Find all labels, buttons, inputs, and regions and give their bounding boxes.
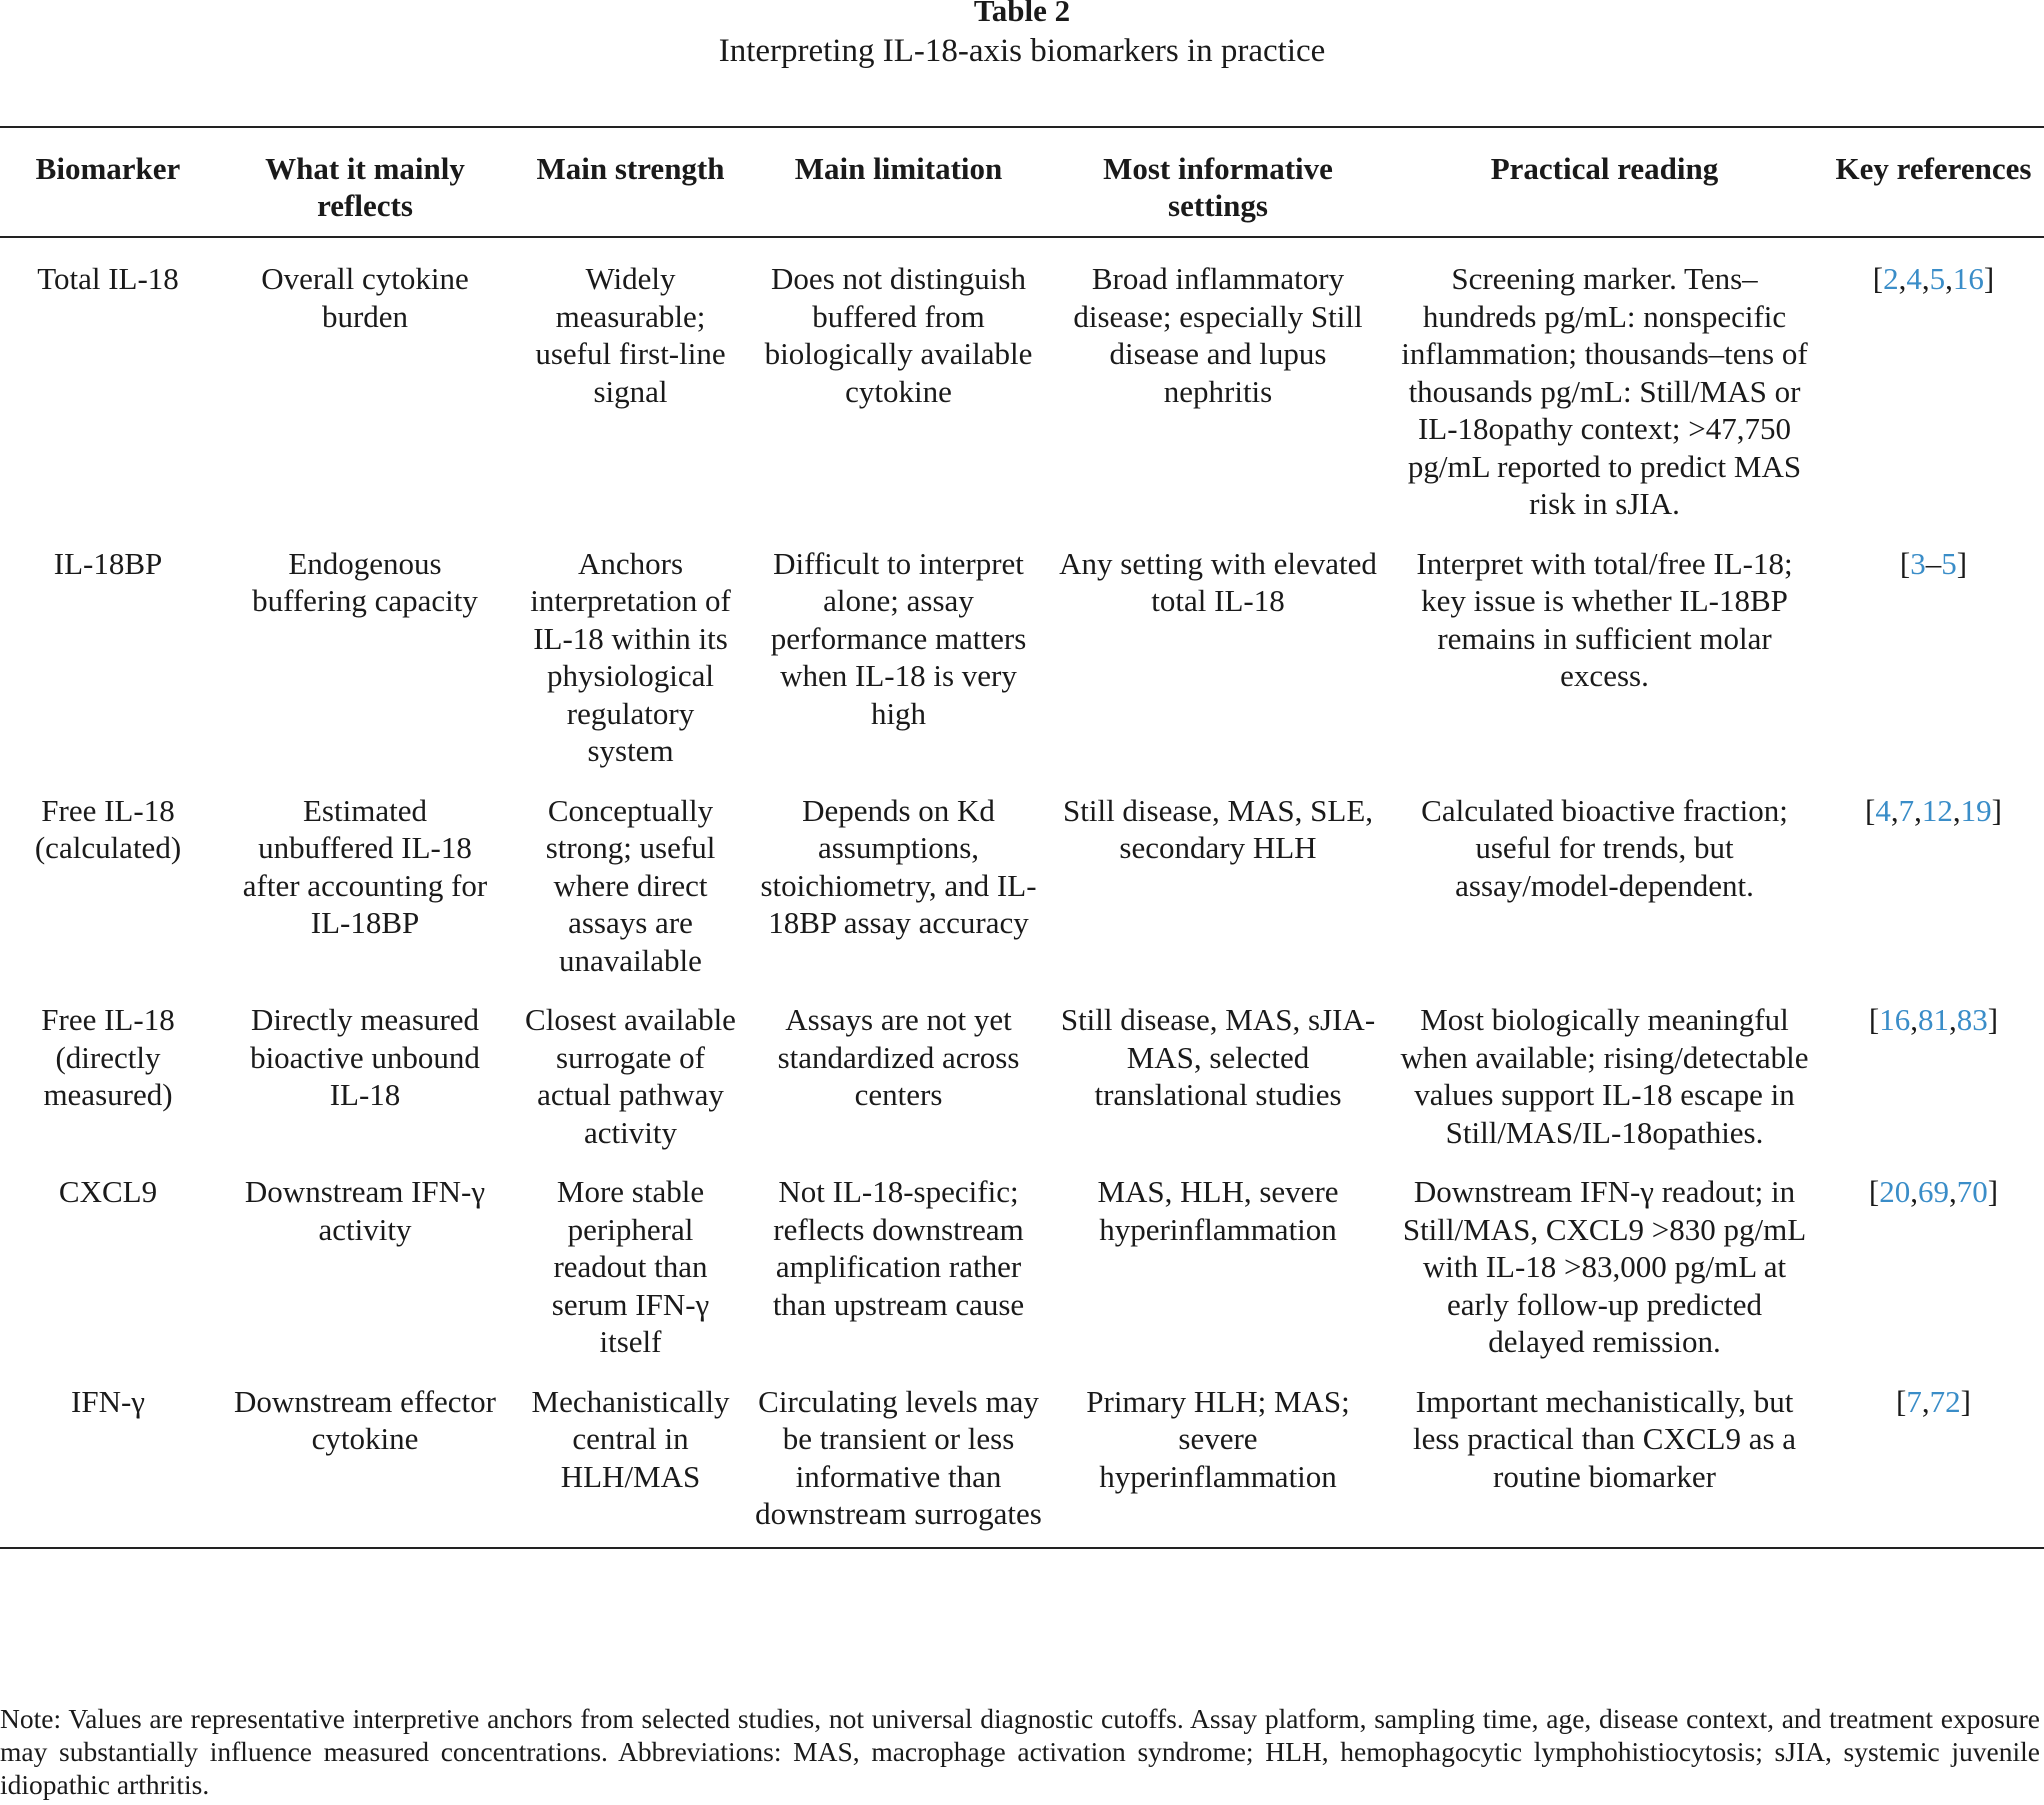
cell-limitation: Not IL-18-specific; reflects downstream amplification rather than upstream cause bbox=[772, 1174, 1025, 1322]
reference-link[interactable]: 19 bbox=[1960, 792, 1992, 828]
cell-strength: Closest available surrogate of actual pathway activity bbox=[525, 1002, 736, 1150]
reference-link[interactable]: 12 bbox=[1921, 792, 1953, 828]
cell-settings: Any setting with elevated total IL-18 bbox=[1059, 545, 1377, 618]
cell-references: [3–5] bbox=[1899, 545, 1968, 581]
cell-limitation: Does not distinguish buffered from biologically available cytokine bbox=[764, 261, 1033, 409]
reference-separator: – bbox=[1925, 545, 1942, 581]
cell-strength: More stable peripheral readout than serum IFN-γ itself bbox=[551, 1174, 710, 1359]
col-header-settings: Most informative settings bbox=[1103, 151, 1333, 223]
cell-references: [7,72] bbox=[1896, 1383, 1971, 1419]
col-header-limitation: Main limitation bbox=[794, 151, 1003, 186]
reference-separator: , bbox=[1910, 1174, 1918, 1209]
reference-link[interactable]: 81 bbox=[1918, 1002, 1949, 1037]
reference-separator: , bbox=[1910, 1002, 1918, 1037]
cell-limitation: Circulating levels may be transient or less informative than downstream surrogates bbox=[755, 1383, 1042, 1531]
cell-biomarker: IFN-γ bbox=[71, 1383, 145, 1419]
reference-link[interactable]: 4 bbox=[1875, 792, 1891, 828]
reference-link[interactable]: 4 bbox=[1906, 261, 1922, 296]
cell-strength: Anchors interpretation of IL-18 within its physiological regulatory system bbox=[530, 545, 731, 768]
cell-settings: Still disease, MAS, sJIA-MAS, selected translational studies bbox=[1060, 1002, 1376, 1112]
cell-reflects: Downstream IFN-γ activity bbox=[244, 1174, 486, 1247]
cell-biomarker: IL-18BP bbox=[53, 545, 163, 581]
table-row bbox=[0, 772, 2044, 982]
reference-link[interactable]: 70 bbox=[1956, 1174, 1988, 1209]
table-title: Interpreting IL-18-axis biomarkers in practice bbox=[718, 33, 1326, 69]
cell-reflects: Directly measured bioactive unbound IL-18 bbox=[250, 1002, 480, 1112]
cell-limitation: Difficult to interpret alone; assay performance matters when IL-18 is very high bbox=[770, 545, 1027, 731]
reference-link[interactable]: 83 bbox=[1956, 1002, 1988, 1037]
reference-separator: , bbox=[1921, 261, 1930, 296]
cell-reflects: Downstream effector cytokine bbox=[234, 1383, 496, 1456]
reference-separator: , bbox=[1949, 1002, 1957, 1037]
cell-settings: Broad inflammatory disease; especially Still disease and lupus nephritis bbox=[1073, 261, 1363, 409]
table-row bbox=[0, 981, 2044, 1153]
col-header-reflects: What it mainly reflects bbox=[265, 151, 465, 223]
cell-strength: Mechanistically central in HLH/MAS bbox=[531, 1383, 730, 1494]
reference-link[interactable]: 2 bbox=[1883, 261, 1899, 296]
table-caption bbox=[0, 0, 2044, 72]
cell-reading: Most biologically meaningful when available; rising/detectable values support IL-18 escape in Still/MAS/IL-18opathies. bbox=[1400, 1002, 1809, 1150]
reference-link[interactable]: 7 bbox=[1906, 1383, 1922, 1419]
reference-link[interactable]: 16 bbox=[1952, 261, 1984, 296]
table-row bbox=[0, 1363, 2044, 1548]
cell-biomarker: Free IL-18 (calculated) bbox=[34, 792, 182, 865]
reference-separator: , bbox=[1898, 261, 1907, 296]
cell-references: [2,4,5,16] bbox=[1872, 261, 1995, 296]
cell-limitation: Assays are not yet standardized across centers bbox=[777, 1002, 1020, 1112]
reference-separator: , bbox=[1914, 792, 1922, 828]
cell-settings: Primary HLH; MAS; severe hyperinflammation bbox=[1086, 1383, 1350, 1494]
cell-biomarker: Total IL-18 bbox=[37, 261, 179, 296]
cell-references: [16,81,83] bbox=[1868, 1002, 1999, 1037]
reference-separator: , bbox=[1890, 792, 1899, 828]
reference-link[interactable]: 5 bbox=[1941, 545, 1957, 581]
cell-reflects: Overall cytokine burden bbox=[261, 261, 469, 334]
cell-reading: Calculated bioactive fraction; useful for trends, but assay/model-dependent. bbox=[1421, 792, 1788, 903]
col-header-reading: Practical reading bbox=[1490, 151, 1719, 186]
cell-reading: Screening marker. Tens–hundreds pg/mL: nonspecific inflammation; thousands–tens of thousands pg/mL: Still/MAS or IL-18opathy context; >47,750 pg/mL reported to predict MAS risk in sJIA. bbox=[1401, 261, 1808, 521]
cell-strength: Widely measurable; useful first-line signal bbox=[535, 261, 726, 409]
table-row bbox=[0, 1153, 2044, 1363]
table-row bbox=[0, 525, 2044, 772]
cell-references: [4,7,12,19] bbox=[1865, 792, 2002, 828]
cell-reading: Downstream IFN-γ readout; in Still/MAS, CXCL9 >830 pg/mL with IL-18 >83,000 pg/mL at early follow-up predicted delayed remission. bbox=[1402, 1174, 1807, 1359]
biomarker-table bbox=[0, 126, 2044, 1549]
cell-limitation: Depends on Kd assumptions, stoichiometry, and IL-18BP assay accuracy bbox=[760, 792, 1037, 940]
cell-biomarker: CXCL9 bbox=[58, 1174, 158, 1209]
table-note: Note: Values are representative interpretive anchors from selected studies, not universal diagnostic cutoffs. Assay platform, sampling time, age, disease context, and treatment exposure may substantially influence measured concentrations. Abbreviations: MAS, macrophage activation syndrome; HLH, hemophagocytic lymphohistiocytosis; sJIA, systemic juvenile idiopathic arthritis. bbox=[0, 1703, 2040, 1800]
table-row bbox=[0, 237, 2044, 525]
cell-strength: Conceptually strong; useful where direct assays are unavailable bbox=[545, 792, 716, 978]
table-label: Table 2 bbox=[973, 0, 1071, 28]
reference-link[interactable]: 5 bbox=[1929, 261, 1946, 296]
reference-separator: , bbox=[1921, 1383, 1930, 1419]
reference-link[interactable]: 16 bbox=[1879, 1002, 1911, 1037]
reference-separator: , bbox=[1952, 792, 1961, 828]
cell-settings: MAS, HLH, severe hyperinflammation bbox=[1097, 1174, 1339, 1247]
cell-reading: Important mechanistically, but less practical than CXCL9 as a routine biomarker bbox=[1412, 1383, 1797, 1494]
cell-reading: Interpret with total/free IL-18; key issue is whether IL-18BP remains in sufficient molar excess. bbox=[1416, 545, 1793, 693]
reference-link[interactable]: 20 bbox=[1879, 1174, 1911, 1209]
col-header-references: Key references bbox=[1835, 151, 2032, 186]
col-header-biomarker: Biomarker bbox=[35, 151, 181, 186]
cell-reflects: Estimated unbuffered IL-18 after accounting for IL-18BP bbox=[242, 792, 488, 940]
cell-references: [20,69,70] bbox=[1868, 1174, 1999, 1209]
cell-reflects: Endogenous buffering capacity bbox=[252, 545, 478, 618]
reference-link[interactable]: 72 bbox=[1929, 1383, 1961, 1419]
reference-separator: , bbox=[1949, 1174, 1957, 1209]
reference-link[interactable]: 69 bbox=[1918, 1174, 1949, 1209]
header-row bbox=[0, 127, 2044, 237]
col-header-strength: Main strength bbox=[536, 151, 725, 186]
cell-biomarker: Free IL-18 (directly measured) bbox=[41, 1002, 175, 1112]
reference-separator: , bbox=[1945, 261, 1953, 296]
reference-link[interactable]: 7 bbox=[1898, 792, 1915, 828]
reference-link[interactable]: 3 bbox=[1910, 545, 1926, 581]
cell-settings: Still disease, MAS, SLE, secondary HLH bbox=[1062, 792, 1373, 865]
table-body bbox=[0, 237, 2044, 1548]
